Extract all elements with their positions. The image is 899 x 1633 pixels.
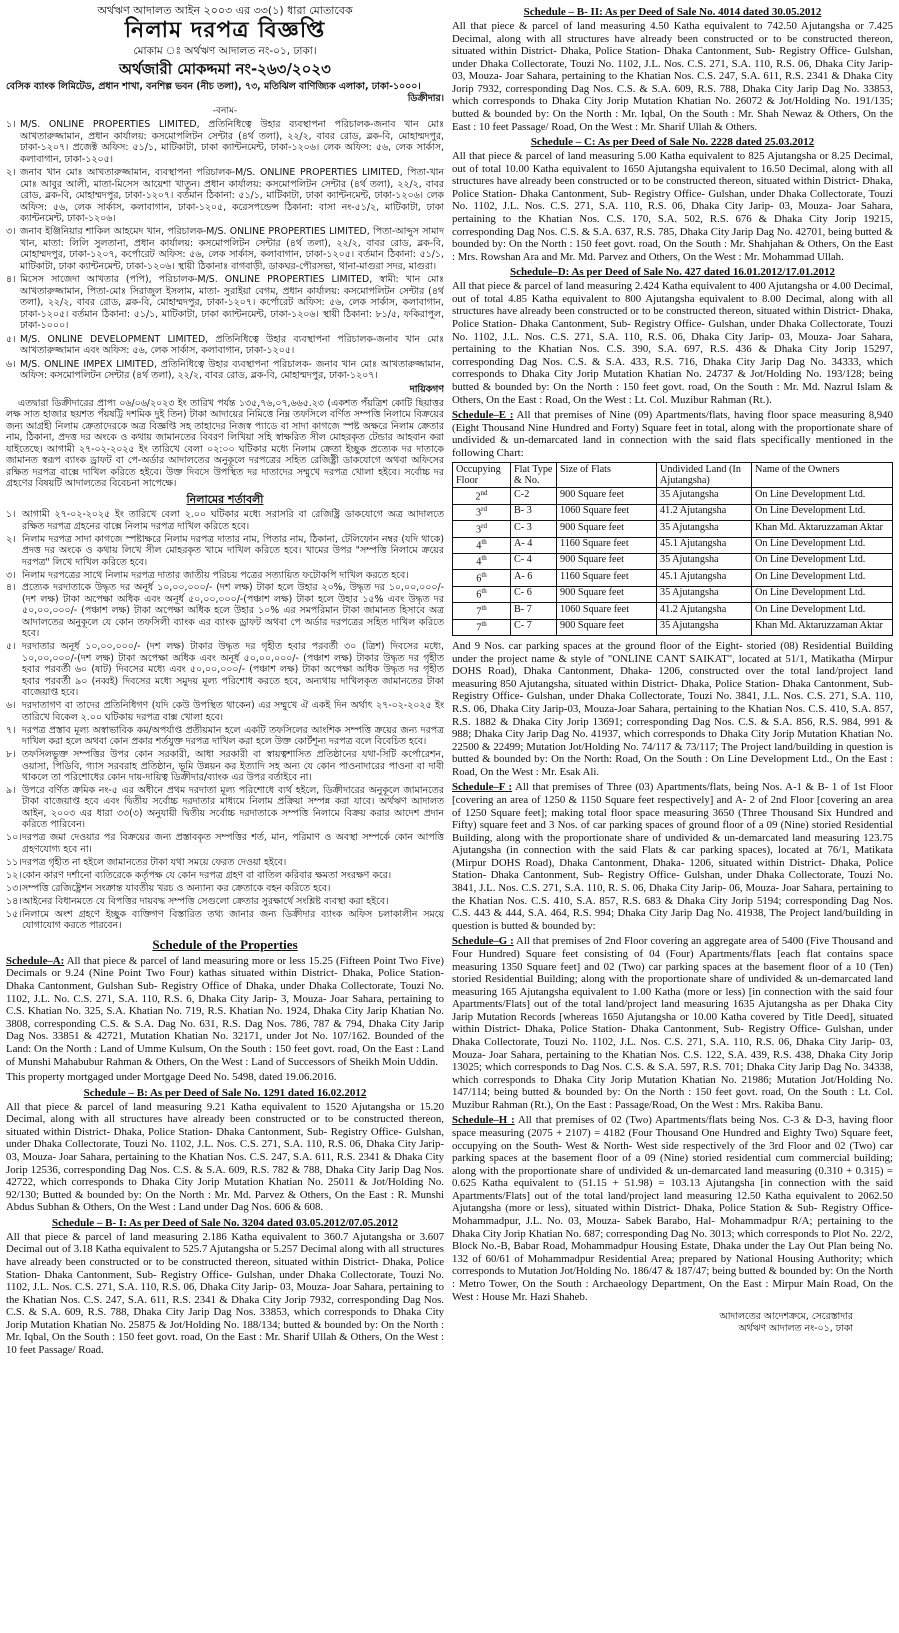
- term-number: ১৩।: [6, 882, 22, 894]
- table-cell: 6th: [453, 570, 511, 586]
- schedule-e-label: Schedule–E :: [452, 409, 514, 422]
- schedule-f-label: Schedule–F :: [452, 781, 513, 794]
- flat-table-header: Size of Flats: [557, 463, 657, 488]
- plaintiff-role-row: [6, 93, 444, 104]
- intro-paragraph: এতদ্বারা ডিক্রীদারের প্রাপ্য ০৬/০৬/২০২৩ ইং তারিখ পর্যন্ত ১৩৫,৭৬,০৭,৬৬৫.২৩ (একশত পঁয়ত্রিশ কোটি ছিয়াত্তর লক্ষ সাত হাজার ছয়শত পঁয়ষট্টি দশমিক দুই তিন) টাকা আদায়ের নিমিত্তে নিম্ন তফসিলে বর্ণিত সম্পত্তি নিলামে বিক্রয়ের জন্য আগ্রহী নিলাম ক্রেতাদেরকে অত্র বিজ্ঞপ্তি সহ তাহাদের নিজস্ব প্যাডে বা সাদা কাগজে স্পষ্ট অক্ষরে নিলাম ক্রেতার নাম, ঠিকানা, প্রদত্ত দর অংকে ও কথায় জামানতের বিবরণ লিখিয়া সহি স্বাক্ষরিত সীল মোহরকৃত টেন্ডার আহবান করা যাইতেছে। আগামী ২৭-০২-২০২৫ ইং তারিখে বেলা ০২:০০ ঘটিকার মধ্যে নিলাম ক্রেতা ইচ্ছুক প্রত্যেক দর দাতাকে জামানত স্বরূপ ব্যাংক ড্রাফট বা পে-অর্ডার আদালতের অনুকূলে দরপত্রের সহিত রেজিষ্ট্রী ডাকযোগে অথবা অফিসের রক্ষিত দরপত্র বাক্সে দাখিল করিতে হইবে। উক্ত দিবসে উপস্থিত দর দাতাদের সম্মুখে দরপত্র খোলা হইবে। সর্বোচ্চ দর গ্রহণের বিষয়টি আদালতের বিবেচনা সাপেক্ষে।: [6, 398, 444, 490]
- schedule-b-head: Schedule – B: As per Deed of Sale No. 1291 dated 16.02.2012: [83, 1086, 367, 1099]
- table-row: [453, 504, 893, 520]
- defendant-item: [6, 119, 444, 165]
- defendant-number: ৫।: [6, 333, 16, 345]
- term-text: দরপত্র জমা দেওয়ার পর বিক্রয়ের জন্য প্রস্তাবকৃত সম্পত্তির শর্ত, মান, পরিমাণ ও অবস্থা সম্পর্কে কোন আপত্তি গ্রহণযোগ্য হবে না।: [22, 832, 444, 855]
- term-number: ১২।: [6, 869, 22, 881]
- table-cell: 900 Square feet: [557, 553, 657, 569]
- plaintiff-text: বেসিক ব্যাংক লিমিটেড, প্রধান শাখা, বনশিল্প ভবন (নীচ তলা), ৭৩, মতিঝিল বাণিজ্যিক এলাকা, ঢাকা-১০০০।: [6, 81, 421, 93]
- schedule-g-label: Schedule–G :: [452, 935, 514, 948]
- schedule-a-note: This property mortgaged under Mortgage Deed No. 5498, dated 19.06.2016.: [6, 1071, 337, 1084]
- notice-title: নিলাম দরপত্র বিজ্ঞপ্তি: [124, 18, 326, 44]
- table-cell: 1160 Square feet: [557, 570, 657, 586]
- court-name: মোকাম ঃ অর্থঋণ আদালত নং-০১, ঢাকা।: [133, 45, 317, 58]
- table-row: [453, 586, 893, 602]
- defendant-item: [6, 334, 444, 357]
- table-cell: A- 6: [511, 570, 557, 586]
- table-cell: 35 Ajutangsha: [657, 553, 752, 569]
- defendant-number: ২।: [6, 167, 16, 179]
- table-cell: 900 Square feet: [557, 488, 657, 504]
- defendant-text: জনাব ইঞ্জিনিয়ার শাকিল আহমেদ খান, পরিচালক-M/S. ONLINE PROPERTIES LIMITED, পিতা-আব্দুস সামাদ খান, মাতা: লিলি সুলতানা, প্রধান কার্যালয়: কসমোপলিটন সেন্টার (৪র্থ তলা), ২২/২, বাবর রোড, ব্লক-বি, মোহাম্মদপুর, ঢাকা-১২০৭, কর্পোরেট অফিস: ৫৬, লেক সার্কাস, কলাবাগান, ঢাকা-১২০৫। বর্তমান ঠিকানা: ৫১/১, মাটিকাটা, ঢাকা ক্যান্টনমেন্ট, ঢাকা-১২০৬। স্থায়ী ঠিকানাঃ বাগবাড়ী, ডাকঘর-পৌরসভা, থানা-মাগুরা সদর, মাগুরা।: [20, 226, 444, 272]
- table-cell: 35 Ajutangsha: [657, 488, 752, 504]
- term-item: [6, 909, 444, 932]
- term-number: ২।: [6, 533, 16, 545]
- schedule-c-head: Schedule – C: As per Deed of Sale No. 2228 dated 25.03.2012: [530, 136, 815, 149]
- term-item: [6, 870, 444, 881]
- table-cell: 35 Ajutangsha: [657, 586, 752, 602]
- defendant-number: ৪।: [6, 274, 16, 286]
- table-cell: C-2: [511, 488, 557, 504]
- schedule-a-label: Schedule–A:: [6, 954, 65, 967]
- defendant-item: [6, 167, 444, 224]
- defendants-label: দায়িকগণ: [409, 383, 444, 395]
- schedule-g: [452, 935, 893, 1111]
- table-cell: 4th: [453, 537, 511, 553]
- term-item: [6, 641, 444, 698]
- table-cell: Khan Md. Aktaruzzaman Aktar: [752, 619, 893, 635]
- table-cell: 1060 Square feet: [557, 504, 657, 520]
- term-item: [6, 570, 444, 581]
- table-cell: Khan Md. Aktaruzzaman Aktar: [752, 521, 893, 537]
- term-item: [6, 700, 444, 723]
- flat-table-body: [453, 488, 893, 636]
- term-number: ৬।: [6, 700, 16, 712]
- table-row: [453, 570, 893, 586]
- term-number: ৩।: [6, 569, 16, 581]
- defendant-text: M/S. ONLINE PROPERTIES LIMITED, প্রতিনিধিত্বে উহার ব্যবস্থাপনা পরিচালক-জনাব খান মোঃ আখতারুজ্জামান, প্রধান কার্যালয়: কসমোপলিটন সেন্টার (৪র্থ তলা), ২২/২, বাবর রোড, ব্লক-বি, মোহাম্মদপুর, ঢাকা-১২০৭। প্রজেক্ট অফিস: ৫১/১, মাটিকাটা, ঢাকা ক্যান্টনমেন্ট, ঢাকা-১২০৬। লেক অফিস: ৫৬, লেক সার্কাস, কলাবাগান, ঢাকা-১২০৫।: [20, 119, 444, 165]
- right-column: [452, 4, 893, 1629]
- schedule-e-text: All that premises of Nine (09) Apartments/flats, having floor space measuring 8,940 (Eight Thousand Nine Hundred and Forty) Square feet in total, along with the proportionate share of undivided & un-demarcated land in connection with the said flats specifically mentioned in the following Chart:: [452, 409, 893, 459]
- term-item: [6, 582, 444, 639]
- terms-list: [6, 509, 444, 931]
- defendant-number: ১।: [6, 119, 16, 131]
- defendant-text: M/S. ONLINE DEVELOPMENT LIMITED, প্রতিনিধিত্বে উহার ব্যবস্থাপনা পরিচালক-জনাব খান মোঃ আখতারুজ্জামান এবং অফিস: ৫৬, লেক সার্কাস, কলাবাগান, ঢাকা-১২০৫।: [20, 333, 444, 357]
- flat-table: [452, 462, 893, 636]
- table-cell: 41.2 Ajutangsha: [657, 603, 752, 619]
- table-cell: 4th: [453, 553, 511, 569]
- table-row: [453, 553, 893, 569]
- table-row: [453, 619, 893, 635]
- schedule-h: [452, 1114, 893, 1303]
- schedule-h-text: All that premises of 02 (Two) Apartments/flats being Nos. C-3 & D-3, having floor space measuring (2075 + 2107) = 4182 (Four Thousand One Hundred and Eighty Two) Square feet, occupying on the South- West & North- West side respectively of the 3rd Floor and 02 (Two) car parking spaces at the basement floor of a 09 (Nine) storied residential cum commercial building; along with the proportionate share of undivided & un-demarcated land measuring (0.310 + 0.315) = 0.625 Katha equivalent to (51.15 + 51.98) = 103.13 Ajutangsha [in connection with the said Apartments/Flats] out of the total land/project land measuring 12.50 Katha equivalent to 2062.50 Ajutangsha (more or less), situated within District- Dhaka, Police Station & Sub- Registry Office- Mohammadpur, J.L. No. 03, Mouza- Sabek Barabo, Hal- Mohammadpur R/A; pertaining to the Dhaka City Jorip Khatian No. 687; corresponding Dag No. 3013; which corresponds to Plot No. 22/2, Block No.-B, Babar Road, Mohammadpur Housing Estate, Dhaka under the Lay Out Plan being No. 132 of 60/61 of Mohammadpur Residential Area; prepared by National Housing Authority; which corresponds to Mutation Jot/Holding No. 186/47 & 187/47; being butted & bounded by: On the North : Metro Tower, On the South : Archaeology Department, On the East : Mirpur Main Road, On the West : House Mr. Hazi Shaheb.: [452, 1114, 893, 1303]
- term-item: [6, 883, 444, 894]
- table-cell: On Line Development Ltd.: [752, 586, 893, 602]
- term-item: [6, 725, 444, 748]
- signature-block: [452, 1311, 893, 1335]
- table-cell: 2nd: [453, 488, 511, 504]
- term-text: দরপত্র গৃহীত না হইলে জামানতের টাকা যথা সময়ে ফেরত দেওয়া হইবে।: [22, 856, 287, 868]
- term-text: আইনের বিধানমতে যে বিপত্তির দায়বদ্ধ সম্পত্তি সেগুলো ক্রেতার সুরক্ষার্থে সংশ্লিষ্ট ব্যবস্থা করা হইবে।: [22, 895, 389, 907]
- term-item: [6, 896, 444, 907]
- term-text: দরদাতাগণ বা তাদের প্রতিনিধিগণ (যদি কেউ উপস্থিত থাকেন) এর সম্মুখে ঐ একই দিন অর্থাৎ ২৭-০২-২০২৫ ইং তারিখে বিকেল ২.০০ ঘটিকায় দরপত্র বাক্স খোলা হবে।: [22, 700, 444, 723]
- schedule-b1-head: Schedule – B- I: As per Deed of Sale No. 3204 dated 03.05.2012/07.05.2012: [52, 1216, 398, 1229]
- term-text: কোন কারণ দর্শানো ব্যতিরেকে কর্তৃপক্ষ যে কোন দরপত্র গ্রহণ বা বাতিল করিবার ক্ষমতা সংরক্ষণ করে।: [22, 869, 392, 881]
- schedule-d-text: All that piece & parcel of land measuring 2.424 Katha equivalent to 400 Ajutangsha or 4.00 Decimal, out of total 4.85 Katha equivalent to 800 Ajutangsha equivalent to 8.00 Decimal, along with all structures have already been constructed or to be constructed thereon, situated within District- Dhaka, Police Station- Dhaka Cantonment, Sub- Registry Office- Gulshan, under Dhaka Collectorate, Touzi No. 1102, J.L. Nos. C.S. 271, S.A. 110, R.S. 06, Dhaka City Jarip- 03, Mouza- Joar Sahara, pertaining to the Khatian Nos. C.S. 390, S.A. 697, R.S. 436 & Dhaka City Jorip 15297, corresponding Dag Nos. C.S. & S.A. 433, R.S. 716, Dhaka City Jarip Dag No. 34333, which corresponds to Dhaka City Jorip Mutation Khatian No. 24737 & Jot/Holding No. 193/128; being butted & bounded by: On the North : 150 feet govt. road, On the South : Mr. Md. Nazrul Islam & Others, On the East : Road, On the West : Lt. Col. Muzibur Rahman (Rt.).: [452, 280, 893, 406]
- term-number: ১৪।: [6, 895, 22, 907]
- table-cell: 6th: [453, 586, 511, 602]
- defendant-item: [6, 359, 444, 382]
- term-text: সম্পত্তি রেজিষ্ট্রেশন সংক্রান্ত যাবতীয় খরচ ও অন্যান্য কর ক্রেতাকে বহন করিতে হবে।: [22, 882, 331, 894]
- schedule-g-text: All that premises of 2nd Floor covering an aggregate area of 5400 (Five Thousand and Four Hundred) Square feet consisting of 04 (Four) Apartments/flats [each flat contains space measuring 1350 Square feet] and 02 (Two) car parking spaces at the basement floor of a 10 (Ten) storied Residential Building; along with the proportionate share of undivided & un-demarcated land measuring 165 Ajutangsha equivalent to 1.00 Katha (more or less) [in connection with the said four Apartments/Flats] out of the total land/project land measuring 1635 Ajutangsha as per Dhaka City Jarip Mutation Records [whereas 1650 Ajutangsha or 10.00 Katha covered by Title Deed], situated within District- Dhaka, Police Station- Dhaka Cantonment, Sub- Registry Office- Gulshan, under Dhaka Collectorate, Touzi No. 1102, J.L. Nos. C.S. 271, S.A. 110, R.S. 06, Dhaka City Jarip- 03, Mouza- Joar Sahara, pertaining to the Khatian Nos. C.S. 122, S.A. 439, R.S. 438, Dhaka City Jorip 13025; which corresponds to Dag Nos. C.S. & S.A. 597, R.S. 701; Dhaka City Jarip Dag No. 34338, which corresponds to Dhaka City Jorip Mutation Khatian No. 21986; Mutation Jot/Holding No. 147/114; being butted & bounded by: On the North : 150 feet govt. road, On the South : Lt. Col. Muzibur Rahman (Rt.), On the East : Passage/Road, On the West : Mrs. Rakiba Banu.: [452, 935, 893, 1111]
- table-cell: On Line Development Ltd.: [752, 537, 893, 553]
- table-cell: 3rd: [453, 504, 511, 520]
- schedule-f-text: All that premises of Three (03) Apartments/flats, being Nos. A-1 & B- 1 of 1st Floor [covering an area of 1250 & 1150 Square feet respectively] and A- 2 of 2nd Floor [covering an area of 1250 Square feet]; making total floor space measuring 3650 (Three Thousand Six Hundred and Fifty) square feet and 3 Nos. of car parking spaces of ground floor of a 09 (Nine) storied Residential Building, along with the proportionate share of undivided & un-demarcated land measuring 123.75 Ajutangsha (in connection with the said Flats & car parking spaces), located at 76/1, Matikata (Mirpur DOHS Road), Dhaka Cantonment, Dhaka- 1206, situated within District- Dhaka, Police Station- Dhaka Cantonment, Sub- Registry Office- Gulshan, under Dhaka Collectorate, Touzi No. 3841, J.L. Nos. C.S. 271, S.A. 110, R. S. 06, Dhaka City Jarip- 06, Mouza- Joar Sahara, pertaining to the Khatian Nos. C.S. 410, S.A. 857, R.S. 683 & Dhaka City Jorip 5194; corresponding Dag Nos. C.S. 443 & 444, S.A. 464, R.S. 994; Dhaka City Jarip Dag No. 41938, The Project land/building in question is butted & bounded by:: [452, 781, 893, 932]
- flat-table-header: Occupying Floor: [453, 463, 511, 488]
- table-cell: On Line Development Ltd.: [752, 504, 893, 520]
- table-cell: 7th: [453, 619, 511, 635]
- schedule-c-text: All that piece & parcel of land measuring 5.00 Katha equivalent to 825 Ajutangsha or 8.25 Decimal, out of total 10.00 Katha equivalent to 1650 Ajutangsha equivalent to 16.50 Decimal, along with all structures have already been constructed or to be constructed thereon, situated within District- Dhaka, Police Station- Dhaka Cantonment, Sub- Registry Office- Gulshan, under Dhaka Collectorate, Touzi No. 1102, J.L. Nos. C.S. 271, S.A. 110, R.S. 06, Dhaka City Jarip- 03, Mouza- Joar Sahara, pertaining to the Khatian Nos. C.S. 170, S.A. 502, R.S. 676 & Dhaka City Jorip 19215, corresponding Dag Nos. C.S. & S.A. 637, R.S. 785, Dhaka City Jarip Dag No. 42701, being butted & bounded by: On the North : 150 feet govt. road, On the South : Mr. Shahjahan & Others, On the East : Mrs. Rowshan Ara and Mr. Md. Parvez and Others, On the West : Mr. Mohammad Ullah.: [452, 150, 893, 263]
- term-number: ৯।: [6, 784, 16, 796]
- term-item: [6, 785, 444, 831]
- term-number: ১০।: [6, 832, 22, 844]
- left-column: [6, 4, 444, 1629]
- term-item: [6, 749, 444, 783]
- table-cell: C- 7: [511, 619, 557, 635]
- table-cell: 900 Square feet: [557, 521, 657, 537]
- schedule-title: Schedule of the Properties: [152, 936, 298, 952]
- table-cell: A- 4: [511, 537, 557, 553]
- table-row: [453, 488, 893, 504]
- schedule-b2-head: Schedule – B- II: As per Deed of Sale No. 4014 dated 30.05.2012: [523, 6, 822, 18]
- table-cell: 900 Square feet: [557, 586, 657, 602]
- table-row: [453, 537, 893, 553]
- plaintiff-block: [6, 81, 444, 92]
- flat-table-header: Flat Type & No.: [511, 463, 557, 488]
- schedule-a: [6, 955, 444, 1068]
- term-text: আগামী ২৭-০২-২০২৫ ইং তারিখে বেলা ২.০০ ঘটিকার মধ্যে সরাসরি বা রেজিষ্ট্রি ডাকযোগে অত্র আদালতে রক্ষিত দরপত্র গ্রহনের বাক্সে নিলাম দরপত্র দাখিল করিতে হবে।: [22, 509, 444, 532]
- table-cell: 35 Ajutangsha: [657, 619, 752, 635]
- table-cell: On Line Development Ltd.: [752, 553, 893, 569]
- case-number: অর্থজারী মোকদ্দমা নং-২৬৩/২০২৩: [119, 60, 331, 79]
- table-row: [453, 603, 893, 619]
- term-text: নিলামে অংশ গ্রহণে ইচ্ছুক ব্যক্তিগণ বিস্তারিত তথ্য জানার জন্য ডিক্রীদার ব্যাংক অফিস চলাকালীন সময়ে যোগাযোগ করতে পারবেন।: [22, 908, 444, 932]
- term-number: ১১।: [6, 856, 22, 868]
- term-text: তফসিলভুক্ত সম্পত্তির উপর কোন সরকারী, আধা সরকারী বা স্বায়ত্বশাসিত প্রতিষ্ঠানের যথা-সিটি কর্পোরেশন, ওয়াসা, পিডিবি, গ্যাস সরবরাহ প্রতিষ্ঠান, ভূমি উন্নয়ন কর ইত্যাদি সহ অন্য যে কোন পাওনাদারের পাওনা বা দাবী থাকলে তা পরিশোধের কোন দায়-দায়িত্ব ডিক্রীদার/ব্যাংক এর উপর বর্তাইবে না।: [22, 749, 444, 783]
- term-text: দরপত্র প্রস্তাব মূল্য অস্বাভাবিক কম/অপর্যাপ্ত প্রতীয়মান হলে একটি তফসিলের আংশিক সম্পত্তি ক্রয়ের জন্য দরপত্র দাখিল করা হলে অথবা কোন প্রকার শর্তযুক্ত দরপত্র দাখিল করা হলে উক্ত কোর্টশূন্য দরপত্র বলে বিবেচিত হবে।: [22, 724, 444, 748]
- table-cell: 3rd: [453, 521, 511, 537]
- table-cell: 1060 Square feet: [557, 603, 657, 619]
- schedule-a-text: All that piece & parcel of land measuring more or less 15.25 (Fifteen Point Two Five) Decimals or 9.24 (Nine Point Two Four) kathas situated within District- Dhaka, Police Station- Dhaka Cantonment, Gulshan Sub- Registry Office of Dhaka, under Dhaka Collectorate, Touzi No. 1102, J.L. No. C.S. 271, S.A. 110, R.S. 6, Dhaka City Jarip- 3, Mouza- Joar Sahara, pertaining to C.S. Khatian No. 325, S.A. Khatian No. 719, R.S. Khatian No. 1924, Dhaka City Jarip Khatian No. 3808, corresponding C.S. & S.A. Dag No. 631, R.S. Dag Nos. 786, 787 & 794, Dhaka City Jarip Dag Nos. 33851 & 42721, Mutation Khatian No. 32171, under Jot No. 107/162. Bounded of the Land: On the North : Land of Umme Kulsum, On the South : 150 feet govt. road, On the East : Land of Munshi Mahabubur Rahman & Others, On the West : Land of Successors of Sheikh Moin Uddin.: [6, 954, 444, 1068]
- schedule-e: [452, 409, 893, 459]
- schedule-d-head: Schedule–D: As per Deed of Sale No. 427 dated 16.01.2012/17.01.2012: [510, 266, 835, 279]
- table-cell: C- 3: [511, 521, 557, 537]
- table-cell: On Line Development Ltd.: [752, 570, 893, 586]
- term-item: [6, 534, 444, 568]
- term-item: [6, 857, 444, 868]
- table-cell: 7th: [453, 603, 511, 619]
- flat-table-header-row: [453, 463, 893, 488]
- signature-line-1: আদালতের আদেশক্রমে, সেরেস্তাদার: [719, 1311, 853, 1323]
- defendant-item: [6, 226, 444, 272]
- schedule-f: [452, 781, 893, 932]
- table-cell: B- 3: [511, 504, 557, 520]
- law-reference: অর্থঋণ আদালত আইন ২০০৩ এর ৩৩(১) ধারা মোতাবেক: [97, 4, 353, 17]
- table-cell: 35 Ajutangsha: [657, 521, 752, 537]
- flat-table-header: Name of the Owners: [752, 463, 893, 488]
- table-cell: C- 6: [511, 586, 557, 602]
- defendant-number: ৬।: [6, 358, 16, 370]
- table-cell: B- 7: [511, 603, 557, 619]
- term-text: প্রত্যেক দরদাতাকে উদ্ধৃত দর অনূর্ধ ১০,০০,০০০/- (দশ লক্ষ) টাকা হলে উহার ২০%, উদ্ধৃত দর ১০,০০,০০০/- (দশ লক্ষ) টাকা অপেক্ষা অধিক এবং অনূর্ধ ৫০,০০,০০০/-(পঞ্চাশ লক্ষ) টাকা হলে উহার ১৫% এবং উদ্ধৃত দর ৫০,০০,০০০/- (পঞ্চাশ লক্ষ) টাকা অপেক্ষা অধিক হলে উহার ১০% এর সমপরিমান টাকা জামানত হিসাবে অত্র আদালতের অনুকূলে যে কোন তফসিলী ব্যাংক এর ব্যাংক ড্রাফট অথবা পে অর্ডার দরপত্রের সহিত দাখিল করিতে হবে।: [22, 582, 444, 640]
- defendants-list: [6, 119, 444, 381]
- term-item: [6, 509, 444, 532]
- term-number: ৭।: [6, 724, 16, 736]
- table-cell: On Line Development Ltd.: [752, 603, 893, 619]
- table-cell: On Line Development Ltd.: [752, 488, 893, 504]
- table-cell: 45.1 Ajutangsha: [657, 537, 752, 553]
- signature-line-2: অর্থঋণ আদালত নং-০১, ঢাকা: [738, 1323, 853, 1335]
- term-number: ৪।: [6, 582, 16, 594]
- terms-title: নিলামের শর্তাবলী: [186, 492, 264, 506]
- term-number: ৮।: [6, 749, 16, 761]
- defendant-text: M/S. ONLINE IMPEX LIMITED, প্রতিনিধিত্বে উহার ব্যবস্থাপনা পরিচালক- জনাব খান মোঃ আখতারুজ্জামান, অফিস: কসমোপলিটন সেন্টার (৪র্থ তলা), ২২/২, বাবর রোড, ব্লক-বি, মোহাম্মদপুর, ঢাকা-১২০৭।: [20, 358, 444, 382]
- table-cell: 41.2 Ajutangsha: [657, 504, 752, 520]
- defendant-number: ৩।: [6, 226, 16, 238]
- schedule-b1-text: All that piece & parcel of land measuring 2.186 Katha equivalent to 360.7 Ajutangsha or 3.607 Decimal out of 3.18 Katha equivalent to 525.7 Ajutangsha or 5.257 Decimal along with all structures have already been constructed or to be constructed thereon, situated within District- Dhaka, Police Station- Dhaka Cantonment, Sub- Registry Office- Gulshan, under Dhaka Collectorate, Touzi No. 1102, J.L. Nos. C.S. 271, S.A. 110, R.S. 06, Dhaka City Jarip- 03, Mouza- Joar Sahara, pertaining to the Khatian Nos. C.S. 247, S.A. 611, R.S. 2341 & Dhaka City Jorip 7932, corresponding Dag Nos. C.S. & S.A. 609, R.S. 788, Dhaka City Jarip Dag Nos. 33853, which corresponds to Dhaka City Jorip Mutation Khatian No. 25875 & Jot/Holding No. 188/134; butted & bounded by: On the North : Mr. Iqbal, On the South : 150 feet govt. road, On the East : Mr. Sharif Ullah & Others, On the West : 10 feet Passage/ Road.: [6, 1230, 444, 1357]
- term-text: নিলাম দরপত্র সাদা কাগজে স্পষ্টাক্ষরে নিলাম দরপত্র দাতার নাম, পিতার নাম, ঠিকানা, টেলিফোন নম্বর (যদি থাকে) প্রদত্ত দর অংকে ও কথায় লিখে সীল মোহরকৃত খামে দাখিল করিতে হবে। খামের উপর "সম্পত্তি নিলামে ক্রয়ের দরপত্র" লিখে দাখিল করিতে হবে।: [22, 533, 444, 568]
- schedule-h-label: Schedule–H :: [452, 1114, 515, 1127]
- defendant-text: মিসেস সাজেদা আখতার (পপি), পরিচালক-M/S. ONLINE PROPERTIES LIMITED, স্বামী: খান মোঃ আখতারুজ্জামান, পিতা-মোঃ সিরাজুল ইসলাম, মাতা- সুরাইয়া বেগম, প্রধান কার্যালয়: কসমোপলিটন সেন্টার (৪র্থ তলা), ২২/২, বাবর রোড, ব্লক-বি, মোহাম্মদপুর, ঢাকা-১২০৭। কর্পোরেট অফিস: ৫৬, লেক সার্কাস, কলাবাগান, ঢাকা-১২০৫। বর্তমান ঠিকানা: ৫১/১, মাটিকাটা, ঢাকা ক্যান্টনমেন্ট, ঢাকা-১২০৬। স্থায়ী ঠিকানা: ৮১/৫, ফকিরাপুল, ঢাকা-১০০০।: [20, 274, 444, 332]
- table-cell: 1160 Square feet: [557, 537, 657, 553]
- term-text: উপরে বর্ণিত ক্রমিক নং-৫ এর অধীনে প্রথম দরদাতা মূল্য পরিশোধে ব্যর্থ হইলে, ডিক্রীদারের অনুকূলে জামানতের টাকা বাজেয়াপ্ত হবে এবং দ্বিতীয় সর্বোচ্চ দরদাতার মাধ্যমে নিলাম প্রক্রিয়া সম্পন্ন করা যাবে। অর্থঋণ আদালত আইন, ২০০৩ এর ধারা ৩৩(৩) অনুযায়ী দ্বিতীয় সর্বোচ্চ দরদাতাকে সম্পত্তি নিলামে বিক্রয় করার আদেশ প্রদান করিতে পারিবেন।: [22, 784, 444, 831]
- defendant-item: [6, 274, 444, 331]
- term-number: ১।: [6, 509, 16, 521]
- term-text: নিলাম দরপত্রের সাথে নিলাম দরপত্র দাতার জাতীয় পরিচয় পত্রের সত্যায়িত ফটোকপি দাখিল করতে হবে।: [22, 569, 409, 581]
- flat-table-header: Undivided Land (In Ajutangsha): [657, 463, 752, 488]
- schedule-b-text: All that piece & parcel of land measuring 9.21 Katha equivalent to 1520 Ajutangsha or 15.20 Decimal, along with all structures have already been constructed or to be constructed thereon, situated within District- Dhaka, Police Station- Dhaka Cantonment, Sub- Registry Office- Gulshan, under Dhaka Collectorate, Touzi No. 1102, J.L. Nos. C.S. 271, S.A. 110, R.S. 06, Dhaka City Jarip- 03, Mouza- Joar Sahara, pertaining to the Khatian Nos. C.S. 247, S.A. 611, R.S. 2341 & Dhaka City Jorip 12536, corresponding Dag Nos. C.S. & S.A. 609, R.S. 782 & 788, Dhaka City Jarip Dag Nos. 42722, which corresponds to Dhaka City Jorip Mutation Khatian No. 25011 & Jot/Holding No. 92/130; Butted & bounded by: On the North : Mr. Md. Parvez & Others, On the East : R. Munshi Abdus Subhan & Others, On the West : Land under Dag Nos. 606 & 608.: [6, 1100, 444, 1214]
- term-number: ১৫।: [6, 908, 22, 920]
- table-cell: C- 4: [511, 553, 557, 569]
- table-cell: 45.1 Ajutangsha: [657, 570, 752, 586]
- plaintiff-role: ডিক্রীদার।: [407, 92, 444, 104]
- schedule-b2-text: All that piece & parcel of land measuring 4.50 Katha equivalent to 742.50 Ajutangsha or 7.425 Decimal, along with all structures have already been constructed or to be constructed thereon, situated within District- Dhaka, Police Station- Dhaka Cantonment, Sub- Registry Office- Gulshan, under Dhaka Collectorate, Touzi No. 1102, J.L. Nos. C.S. 271, S.A. 110, R.S. 06, Dhaka City Jarip- 03, Mouza- Joar Sahara, pertaining to the Khatian Nos. C.S. 247, S.A. 611, R.S. 2341 & Dhaka City Jorip 7932, corresponding Dag Nos. C.S. & S.A. 609, R.S. 788, Dhaka City Jarip Dag No. 33853, which corresponds to Dhaka City Jorip Mutation Khatian No. 26072 & Jot/Holding No. 191/135; butted & bounded by: On the North : Mr. Iqbal, On the South : Mr. Shah Newaz & Others, On the East : 10 feet Passage/ Road, On the West : Mr. Sharif Ullah & Others.: [452, 19, 893, 133]
- table-row: [453, 521, 893, 537]
- defendant-text: জনাব খান মোঃ আখতারুজ্জামান, ব্যবস্থাপনা পরিচালক-M/S. ONLINE PROPERTIES LIMITED, পিতা-খান মোঃ আবুর আলী, মাতা-মিসেস আয়েশা খাতুন। প্রধান কার্যালয়: কসমোপলিটন সেন্টার (৪র্থ তলা), ২২/২, বাবর রোড, ব্লক-বি, মোহাম্মদপুর, ঢাকা-১২০৭। বর্তমান ঠিকানা: ৫১/১, মাটিকাটা, ঢাকা ক্যান্টনমেন্ট, ঢাকা-১২০৬। লেক অফিস: ৫৬, লেক সার্কাস, কলাবাগান, ঢাকা-১২০৫, করেসপন্ডেন্স ঠিকানা: বাসা নং-৫১/২, মাটিকাটা, ঢাকা ক্যান্টনমেন্ট, ঢাকা-১২০৬।: [20, 167, 444, 224]
- schedule-e-after: And 9 Nos. car parking spaces at the ground floor of the Eight- storied (08) Residential Building under the project name & style of "ONLINE CANT SAIKAT", located at 51/1, Matikatha (Mirpur DOHS Road), Dhaka Cantonment, Dhaka- 1206, constructed over the total land/project land measuring 850 Ajutangsha, situated within District- Dhaka, Police Station- Dhaka Cantonment, Sub- Registry Office- Gulshan, under Dhaka Collectorate, Touzi No. 3841, J.L. Nos. C.S. 271, S.A. 110, R.S. 06, Dhaka City Jarip-03, Mouza-Joar Sahara, pertaining to the Khatian Nos. C.S. 410, S.A. 857, R.S. 1882 & Dhaka City Jorip 13691; corresponding Dag Nos. C.S. & S.A. 856, R.S. 984, 991 & 988; Dhaka City Jarip Dag No. 41937, which corresponds to Dhaka City Jorip Mutation Khatian No. 22500 & 22499; Mutation Jot/Holding No. 74/117 & 73/117; The Project land/building in question is butted & bounded by: On the North: Road, On the South : On Line Development Ltd., On the East : Road, On the West : Mr. Esak Ali.: [452, 640, 893, 778]
- versus-label: -বনাম-: [212, 106, 238, 117]
- term-text: দরদাতার অনূর্ধ ১০,০০,০০০/- (দশ লক্ষ) টাকার উদ্ধৃত দর গৃহীত হবার পরবর্তী ৩০ (ত্রিশ) দিবসের মধ্যে, ১০,০০,০০০/-(দশ লক্ষ) টাকা অপেক্ষা অধিক এবং অনূর্ধ ৫০,০০,০০০/- (পঞ্চাশ লক্ষ) টাকার উদ্ধৃত দর গৃহীত হবার পরবর্তী ৬০ (ষাট) দিবসের মধ্যে এবং ৫০,০০,০০০/- (পঞ্চাশ লক্ষ) টাকা অপেক্ষা অধিক উদ্ধৃত দর গৃহীত হবার পরবর্তী ৯০ (নব্বই) দিবসের মধ্যে সমুদয় মূল্য পরিশোধ করতে হবে, অন্যথায় দাখিলকৃত জামানতের টাকা বাজেয়াপ্ত হবে।: [22, 641, 444, 699]
- term-number: ৫।: [6, 641, 16, 653]
- table-cell: 900 Square feet: [557, 619, 657, 635]
- term-item: [6, 832, 444, 855]
